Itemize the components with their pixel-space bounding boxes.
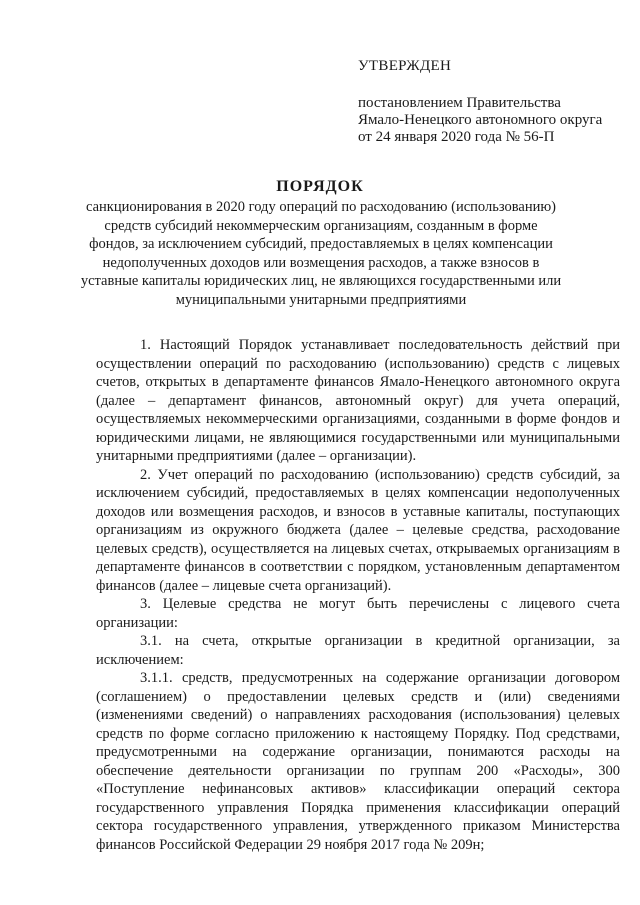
approval-title: УТВЕРЖДЕН <box>358 58 452 74</box>
approval-block <box>358 58 618 146</box>
paragraph: 2. Учет операций по расходованию (использованию) средств субсидий, за исключением субсидий, предоставляемых в целях компенсации недополученных доходов или возмещения расходов, и взносов в уставные капиталы, поступающих организациям из окружного бюджета (далее – целевые средства, расходование целевых средств), осуществляется на лицевых счетах, открываемых организациям в департаменте финансов в соответствии с порядком, установленным департаментом финансов (далее – лицевые счета организаций). <box>96 466 620 594</box>
paragraph: 1. Настоящий Порядок устанавливает последовательность действий при осуществлении операций по расходованию (использованию) средств с лицевых счетов, открытых в департаменте финансов Ямало-Ненецкого автономного округа (далее – департамент финансов, автономный округ) для учета операций, осуществляемых некоммерческими организациями, созданными в форме фондов и юридическими лицами, не являющимися государственными или муниципальными унитарными предприятиями (далее – организации). <box>96 337 620 464</box>
document-body <box>96 336 620 854</box>
approval-line: Ямало-Ненецкого автономного округа <box>358 112 603 128</box>
paragraph: 3. Целевые средства не могут быть перечислены с лицевого счета организации: <box>96 596 620 631</box>
approval-line: постановлением Правительства <box>358 95 561 111</box>
paragraph: 3.1. на счета, открытые организации в кредитной организации, за исключением: <box>96 633 620 668</box>
approval-line: от 24 января 2020 года № 56-П <box>358 129 555 145</box>
document-subtitle: санкционирования в 2020 году операций по расходованию (использованию) средств субсидий некоммерческим организациям, созданным в форме фондов, за исключением субсидий, предоставляемых в целях компенсации недополученных доходов или возмещения расходов, а также взносов в уставные капиталы юридических лиц, не являющихся государственными или муниципальными унитарными предприятиями <box>80 199 562 308</box>
document-title: ПОРЯДОК <box>276 178 364 195</box>
paragraph: 3.1.1. средств, предусмотренных на содержание организации договором (соглашением) о предоставлении целевых средств и (или) сведениями (изменениями сведений) о направлениях расходования (использования) целевых средств по форме согласно приложению к настоящему Порядку. Под средствами, предусмотренными на содержание организации, понимаются расходы на обеспечение деятельности организации по группам 200 «Расходы», 300 «Поступление нефинансовых активов» классификации операций сектора государственного управления Порядка применения классификации операций сектора государственного управления, утвержденного приказом Министерства финансов Российской Федерации 29 ноября 2017 года № 209н; <box>96 670 620 853</box>
